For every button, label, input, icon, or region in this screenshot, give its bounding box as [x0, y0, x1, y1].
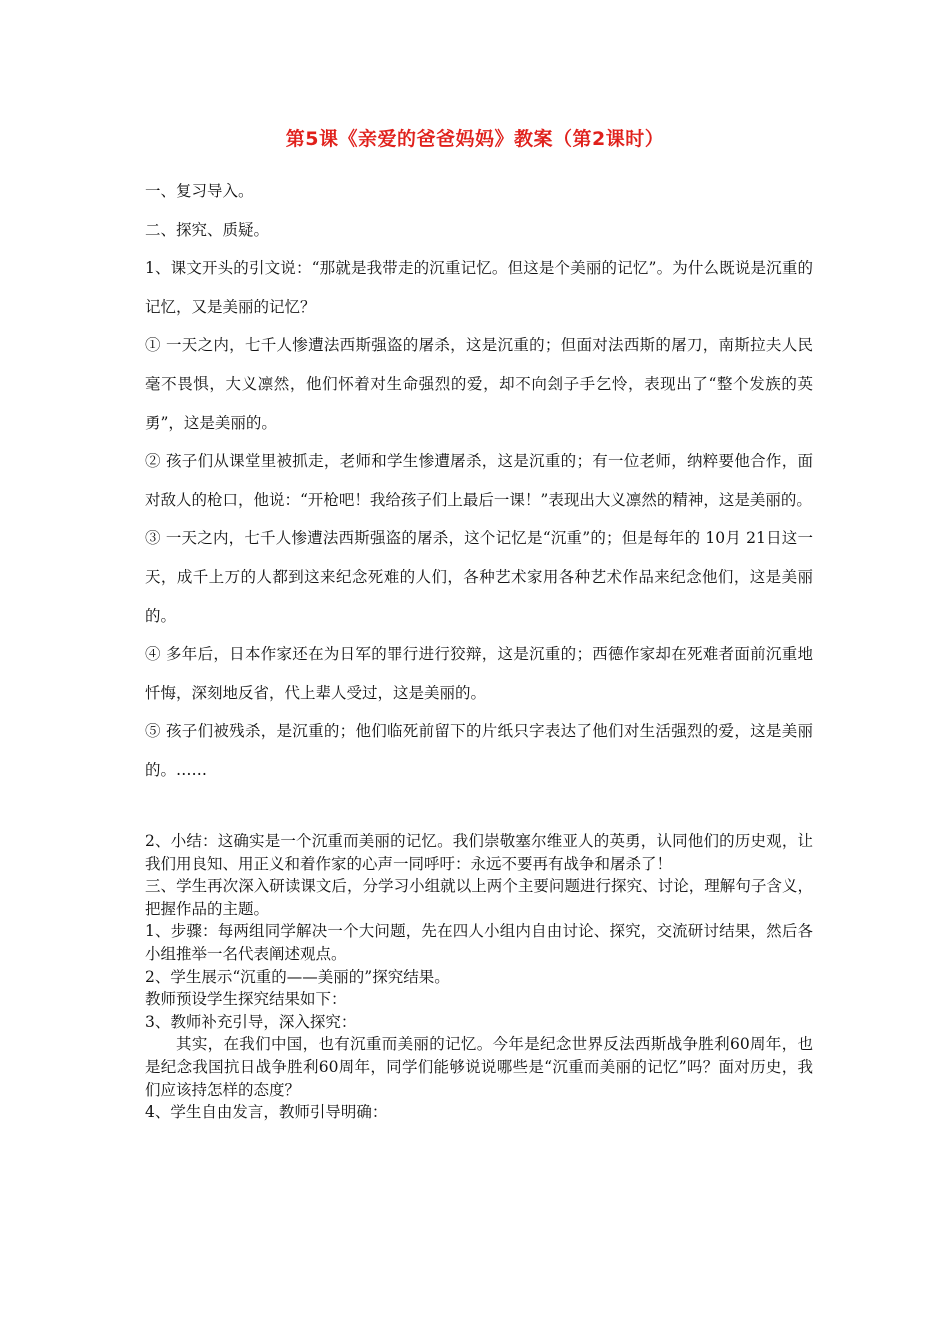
- paragraph-display: 2、学生展示“沉重的——美丽的”探究结果。: [145, 967, 450, 986]
- paragraph-review: 一、复习导入。: [145, 182, 254, 200]
- paragraph-point-2: ② 孩子们从课堂里被抓走，老师和学生惨遭屠杀，这是沉重的；有一位老师，纳粹要他合作，面对敌人的枪口，他说：“开枪吧！我给孩子们上最后一课！”表现出大义凛然的精神，这是美丽的。: [145, 452, 813, 509]
- tight-section: [145, 830, 813, 1124]
- paragraph-free-speech: 4、学生自由发言，教师引导明确：: [145, 1103, 388, 1122]
- paragraph-explore: 二、探究、质疑。: [145, 220, 270, 239]
- paragraph-point-5: ⑤ 孩子们被残杀，是沉重的；他们临死前留下的片纸只字表达了他们对生活强烈的爱，这是美丽的。……: [145, 722, 813, 779]
- paragraph-question-1: 1、课文开头的引文说：“那就是我带走的沉重记忆。但这是个美丽的记忆”。为什么既说是沉重的记忆，又是美丽的记忆？: [145, 259, 813, 316]
- paragraph-summary: 2、小结：这确实是一个沉重而美丽的记忆。我们崇敬塞尔维亚人的英勇，认同他们的历史观，让我们用良知、用正义和着作家的心声一同呼吁：永远不要再有战争和屠杀了！: [145, 832, 813, 873]
- paragraph-section-3: 三、学生再次深入研读课文后，分学习小组就以上两个主要问题进行探究、讨论，理解句子含义，把握作品的主题。: [145, 877, 813, 918]
- paragraph-point-4: ④ 多年后，日本作家还在为日军的罪行进行狡辩，这是沉重的；西德作家却在死难者面前沉重地忏悔，深刻地反省，代上辈人受过，这是美丽的。: [145, 645, 813, 702]
- paragraph-steps: 1、步骤：每两组同学解决一个大问题，先在四人小组内自由讨论、探究，交流研讨结果，然后各小组推举一名代表阐述观点。: [145, 922, 813, 963]
- paragraph-point-3: ③ 一天之内，七千人惨遭法西斯强盗的屠杀，这个记忆是“沉重”的；但是每年的 10月 21日这一天，成千上万的人都到这来纪念死难的人们，各种艺术家用各种艺术作品来纪念他们，这是美丽的。: [145, 529, 813, 625]
- paragraph-guide: 3、教师补充引导，深入探究：: [145, 1012, 357, 1031]
- document-title: 第5课《亲爱的爸爸妈妈》教案（第2课时）: [285, 128, 665, 150]
- paragraph-china-memory: 其实，在我们中国，也有沉重而美丽的记忆。今年是纪念世界反法西斯战争胜利60周年，也是纪念我国抗日战争胜利60周年，同学们能够说说哪些是“沉重而美丽的记忆”吗？面对历史，我们应该持怎样的态度？: [145, 1035, 813, 1099]
- paragraph-point-1: ① 一天之内，七千人惨遭法西斯强盗的屠杀，这是沉重的；但面对法西斯的屠刀，南斯拉夫人民毫不畏惧，大义凛然，他们怀着对生命强烈的爱，却不向刽子手乞怜，表现出了“整个发族的英勇”，这是美丽的。: [145, 336, 813, 432]
- loose-section: [145, 172, 813, 790]
- paragraph-preset: 教师预设学生探究结果如下：: [145, 990, 347, 1009]
